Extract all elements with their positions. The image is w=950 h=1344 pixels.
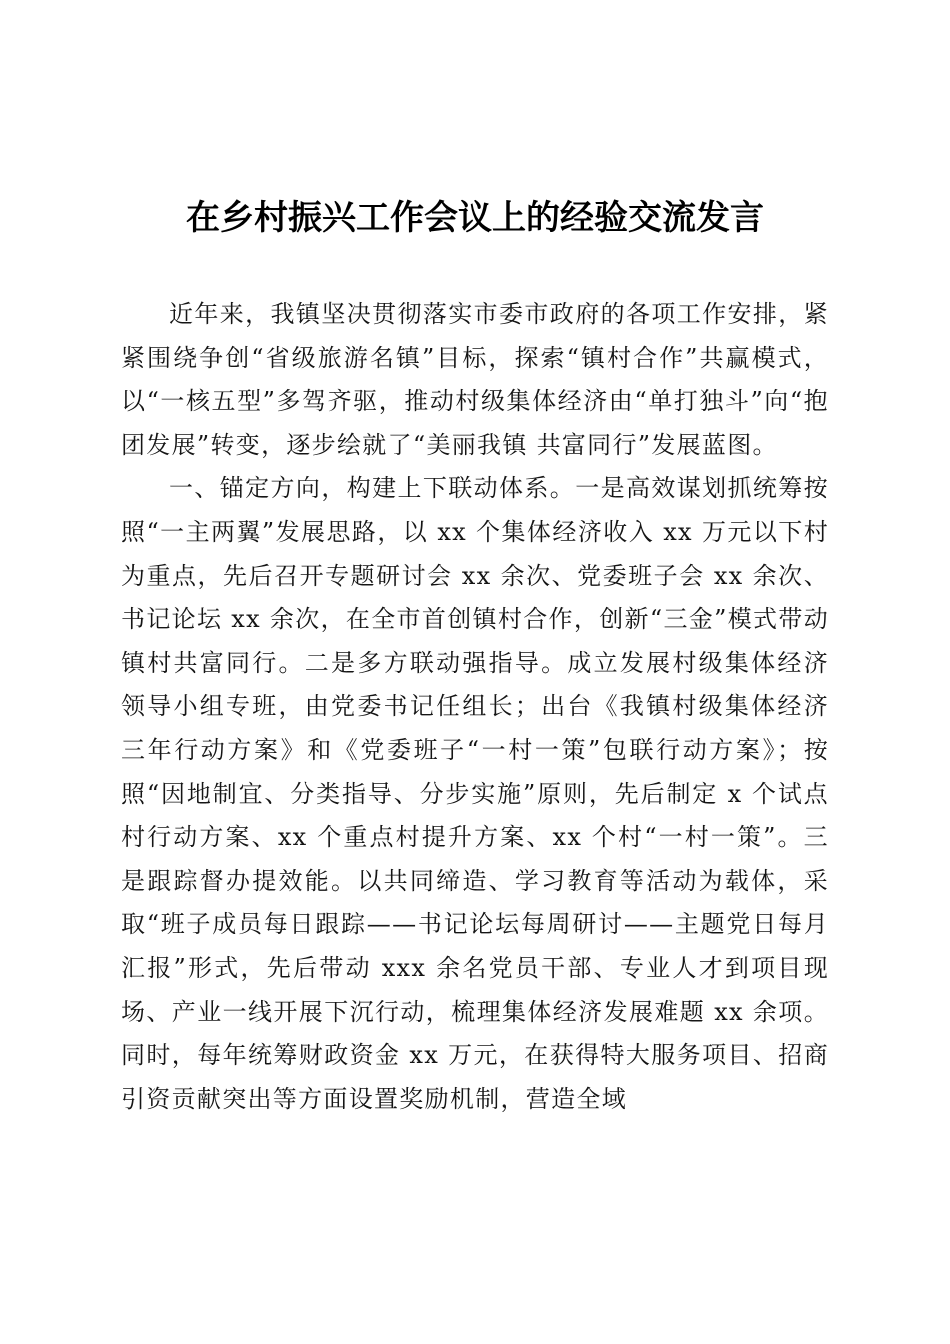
document-body bbox=[121, 293, 829, 1121]
section-one-paragraph: 一、锚定方向，构建上下联动体系。一是高效谋划抓统筹按照“一主两翼”发展思路，以 xx 个集体经济收入 xx 万元以下村为重点，先后召开专题研讨会 xx 余次、党委班子会 xx 余次、书记论坛 xx 余次，在全市首创镇村合作，创新“三金”模式带动镇村共富同行。二是多方联动强指导。成立发展村级集体经济领导小组专班，由党委书记任组长；出台《我镇村级集体经济三年行动方案》和《党委班子“一村一策”包联行动方案》；按照“因地制宜、分类指导、分步实施”原则，先后制定 x 个试点村行动方案、xx 个重点村提升方案、xx 个村“一村一策”。三是跟踪督办提效能。以共同缔造、学习教育等活动为载体，采取“班子成员每日跟踪——书记论坛每周研讨——主题党日每月汇报”形式，先后带动 xxx 余名党员干部、专业人才到项目现场、产业一线开展下沉行动，梳理集体经济发展难题 xx 余项。同时，每年统筹财政资金 xx 万元，在获得特大服务项目、招商引资贡献突出等方面设置奖励机制，营造全域 bbox=[121, 474, 829, 1113]
document-title: 在乡村振兴工作会议上的经验交流发言 bbox=[186, 198, 764, 238]
intro-paragraph: 近年来，我镇坚决贯彻落实市委市政府的各项工作安排，紧紧围绕争创“省级旅游名镇”目标，探索“镇村合作”共赢模式，以“一核五型”多驾齐驱，推动村级集体经济由“单打独斗”向“抱团发展”转变，逐步绘就了“美丽我镇 共富同行”发展蓝图。 bbox=[121, 300, 829, 459]
